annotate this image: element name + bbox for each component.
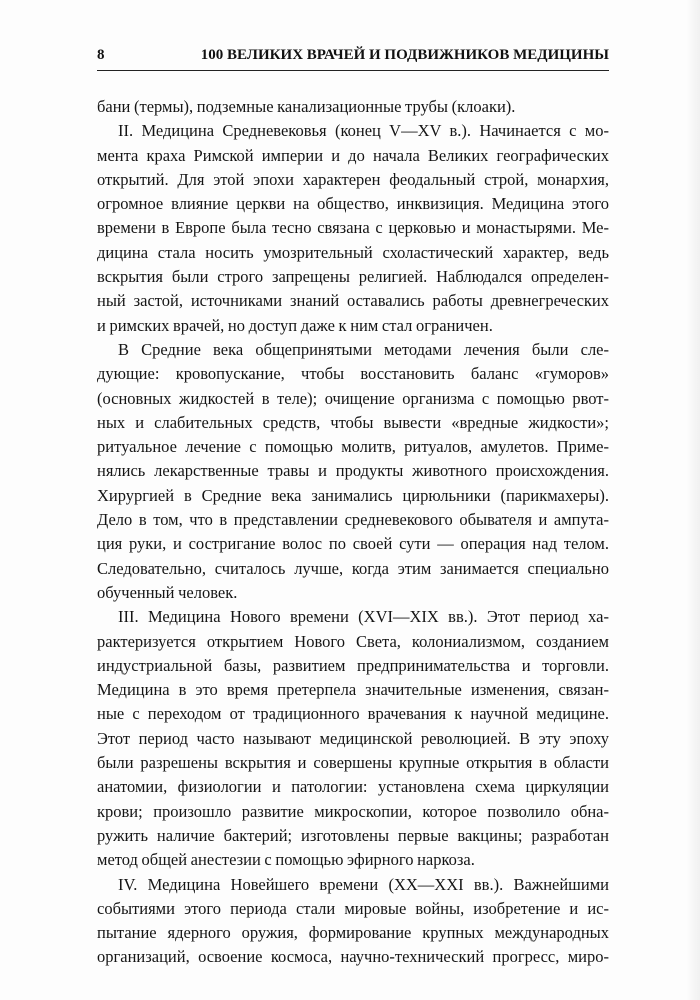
text-line: открытий. Для этой эпохи характерен феодальный строй, монархия, xyxy=(97,169,609,189)
body-text xyxy=(97,95,609,970)
text-line: бани (термы), подземные канализационные трубы (клоаки). xyxy=(97,97,516,116)
page-edge-shadow xyxy=(686,0,700,1000)
text-line: крови; произошло развитие микроскопии, которое позволило обна- xyxy=(97,801,609,821)
text-line: Следовательно, считалось лучше, когда этим занимается специально xyxy=(97,558,609,578)
text-line: дицина стала носить умозрительный схоластический характер, ведь xyxy=(97,242,609,262)
text-line: ция руки, и состригание волос по своей сути — операция над телом. xyxy=(97,534,609,554)
header-rule xyxy=(97,70,609,71)
text-line: Хирургией в Средние века занимались цирюльники (парикмахеры). xyxy=(97,485,609,505)
text-line: событиями этого периода стали мировые войны, изобретение и ис- xyxy=(97,898,609,918)
text-line: огромное влияние церкви на общество, инквизиция. Медицина этого xyxy=(97,194,609,214)
text-line: IV. Медицина Новейшего времени (XX—XXI вв.). Важнейшими xyxy=(118,874,609,894)
text-line: ные с переходом от традиционного врачевания к научной медицине. xyxy=(97,704,609,724)
text-line: метод общей анестезии с помощью эфирного наркоза. xyxy=(97,850,475,870)
text-line: III. Медицина Нового времени (XVI—XIX вв.). Этот период ха- xyxy=(118,607,609,627)
text-line: были разрешены вскрытия и совершены крупные открытия в области xyxy=(97,753,609,773)
text-line: ный застой, источниками знаний оставались работы древнегреческих xyxy=(97,291,609,311)
text-line: и римских врачей, но доступ даже к ним стал ограничен. xyxy=(97,315,493,335)
text-line: II. Медицина Средневековья (конец V—XV в.). Начинается с мо- xyxy=(118,121,609,141)
text-line: мента краха Римской империи и до начала Великих географических xyxy=(97,145,609,165)
text-line: Этот период часто называют медицинской революцией. В эту эпоху xyxy=(97,728,609,748)
text-line: (основных жидкостей в теле); очищение организма с помощью рвот- xyxy=(97,388,609,408)
text-line: Медицина в это время претерпела значительные изменения, связан- xyxy=(97,680,609,700)
text-line: времени в Европе была тесно связана с церковью и монастырями. Ме- xyxy=(97,218,609,238)
text-line: индустриальной базы, развитием предпринимательства и торговли. xyxy=(97,655,609,675)
page-number: 8 xyxy=(97,47,105,63)
text-line: вскрытия были строго запрещены религией. Наблюдался определен- xyxy=(97,267,609,287)
text-line: обученный человек. xyxy=(97,582,238,602)
text-line: анатомии, физиологии и патологии: установлена схема циркуляции xyxy=(97,777,609,797)
text-line: рактеризуется открытием Нового Света, колониализмом, созданием xyxy=(97,631,609,651)
text-line: ных и слабительных средств, чтобы вывести «вредные жидкости»; xyxy=(97,412,609,432)
text-line: организаций, освоение космоса, научно-технический прогресс, миро- xyxy=(97,947,609,967)
running-title: 100 ВЕЛИКИХ ВРАЧЕЙ И ПОДВИЖНИКОВ МЕДИЦИНЫ xyxy=(200,47,609,63)
text-line: пытание ядерного оружия, формирование крупных международных xyxy=(97,923,609,943)
text-line: ружить наличие бактерий; изготовлены первые вакцины; разработан xyxy=(97,825,609,845)
text-line: В Средние века общепринятыми методами лечения были сле- xyxy=(118,339,609,359)
text-line: ритуальное лечение с помощью молитв, ритуалов, амулетов. Приме- xyxy=(97,437,609,457)
text-line: Дело в том, что в представлении средневекового обывателя и ампута- xyxy=(97,510,609,530)
running-head xyxy=(97,44,609,68)
text-line: нялись лекарственные травы и продукты животного происхождения. xyxy=(97,461,609,481)
text-line: дующие: кровопускание, чтобы восстановить баланс «гуморов» xyxy=(97,364,609,384)
